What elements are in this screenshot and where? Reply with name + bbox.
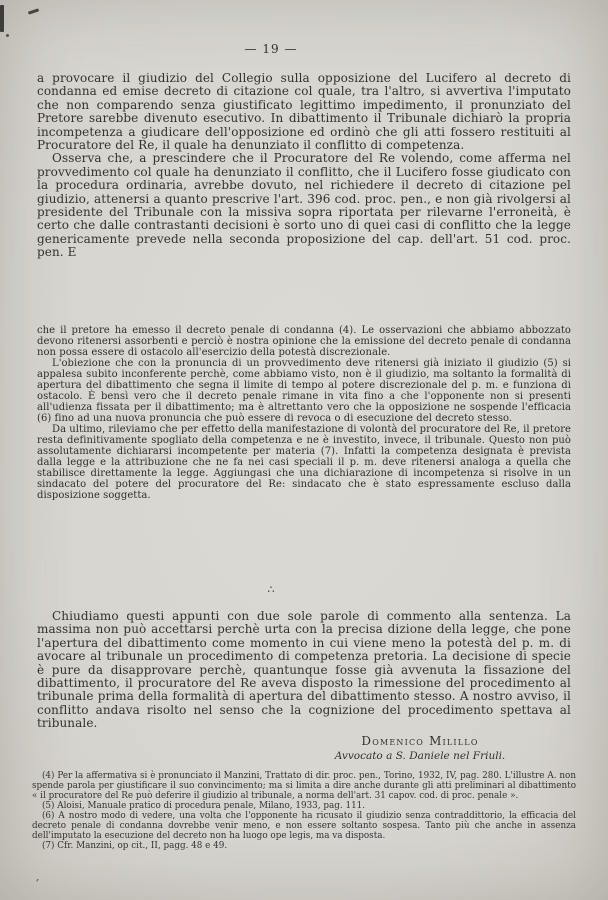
closing-paragraph: Chiudiamo questi appunti con due sole parole di commento alla sentenza. La massima non può accettarsi perchè urta con la precisa dizione della legge, che pone l'apertura del dibattimento come momento in cui viene meno la potestà del p. m. di avocare al tribunale un procedimento di competenza pretoria. La decisione di specie è pure da disapprovare perchè, quantunque fosse già avvenuta la fissazione del dibattimento, il procuratore del Re aveva disposto la rimessione del procedimento al tribunale prima della formalità di apertura del dibattimento stesso. A nostro avviso, il conflitto andava risolto nel senso che la cognizione del procedimento spettava al tribunale. <box>37 609 571 731</box>
body-paragraph-1: a provocare il giudizio del Collegio sulla opposizione del Lucifero al decreto di condanna ed emise decreto di citazione col quale, tra l'altro, si avvertiva l'imputato che non comparendo senza giustificato legittimo impedimento, il pronunziato del Pretore sarebbe divenuto esecutivo. In dibattimento il Tribunale dichiarò la propria incompetenza a giudicare dell'opposizione ed ordinò che gli atti fossero restituiti al Procuratore del Re, il quale ha denunziato il conflitto di competenza. <box>37 71 571 153</box>
notes-paragraph-1: che il pretore ha emesso il decreto penale di condanna (4). Le osservazioni che abbiamo abbozzato devono ritenersi assorbenti e perciò è nostra opinione che la emissione del decreto penale di condanna non possa essere di ostacolo all'esercizio della potestà discrezionale. <box>37 325 571 358</box>
signature-block <box>300 734 540 762</box>
footnote-5: (5) Aloisi, Manuale pratico di procedura penale, Milano, 1933, pag. 111. <box>42 801 366 811</box>
main-text-block <box>37 72 571 260</box>
scan-artifact-tick <box>28 8 39 14</box>
closing-text-block <box>37 610 571 731</box>
author-name: Domenico Milillo <box>361 734 479 748</box>
footnote-4: (4) Per la affermativa si è pronunciato il Manzini, Trattato di dir. proc. pen., Torino, 1932, IV, pag. 280. L'illustre A. non spende parola per giustificare il suo convincimento; ma si limita a dire anche durante gli atti preliminari al dibattimento « il procuratore del Re può deferire il giudizio al tribunale, a norma dell'art. 31 capov. cod. di proc. penale ». <box>32 771 576 801</box>
footnote-7: (7) Cfr. Manzini, op cit., II, pagg. 48 e 49. <box>42 841 228 851</box>
body-paragraph-2: Osserva che, a prescindere che il Procuratore del Re volendo, come afferma nel provvedimento col quale ha denunziato il conflitto, che il Lucifero fosse giudicato con la procedura ordinaria, avrebbe dovuto, nel richiedere il decreto di citazione pel giudizio, attenersi a quanto prescrive l'art. 396 cod. proc. pen., e non già rivolgersi al presidente del Tribunale con la missiva sopra riportata per rilevarne l'erroneità, è certo che dalle contrastanti decisioni è sorto uno di quei casi di conflitto che la legge genericamente prevede nella seconda proposizione del cap. dell'art. 51 cod. proc. pen. E <box>37 151 571 260</box>
footnotes-block <box>32 771 576 851</box>
small-print-block <box>37 325 571 501</box>
footnote-6: (6) A nostro modo di vedere, una volta che l'opponente ha ricusato il giudizio senza contraddittorio, la efficacia del decreto penale di condanna dovrebbe venir meno, e non essere soltanto sospesa. Tanto più che anche in assenza dell'imputato la esecuzione del decreto non ha luogo ope legis, ma va disposta. <box>32 811 576 841</box>
author-role: Avvocato a S. Daniele nel Friuli. <box>334 750 506 762</box>
scan-artifact-bar <box>0 5 4 32</box>
notes-paragraph-3: Da ultimo, rileviamo che per effetto della manifestazione di volontà del procuratore del Re, il pretore resta definitivamente spogliato della competenza e ne è investito, invece, il tribunale. Questo non può assolutamente dichiararsi incompetente per materia (7). Infatti la competenza designata è prevista dalla legge e la attribuzione che ne fa nei casi speciali il p. m. deve ritenersi analoga a quella che stabilisce direttamente la legge. Aggiungasi che una dichiarazione di incompetenza si risolve in un sindacato del potere del procuratore del Re: sindacato che è stato espressamente escluso dalla disposizione soggetta. <box>37 424 571 501</box>
asterism-separator: ∴ <box>267 583 275 596</box>
scan-artifact-mark: , <box>36 872 40 883</box>
page-number: — 19 — <box>244 42 298 56</box>
scan-artifact-dot <box>6 34 9 37</box>
notes-paragraph-2: L'obiezione che con la pronuncia di un provvedimento deve ritenersi già iniziato il giudizio (5) si appalesa subito inconferente perchè, come abbiamo visto, non è il giudizio, ma soltanto la formalità di apertura del dibattimento che segna il limite di tempo al potere discrezionale del p. m. e funziona di ostacolo. È bensì vero che il decreto penale rimane in vita fino a che l'opponente non si presenti all'udienza fissata per il dibattimento; ma è altrettanto vero che la opposizione ne sospende l'efficacia (6) fino ad una nuova pronuncia che può essere di revoca o di esecuzione del decreto stesso. <box>37 358 571 424</box>
